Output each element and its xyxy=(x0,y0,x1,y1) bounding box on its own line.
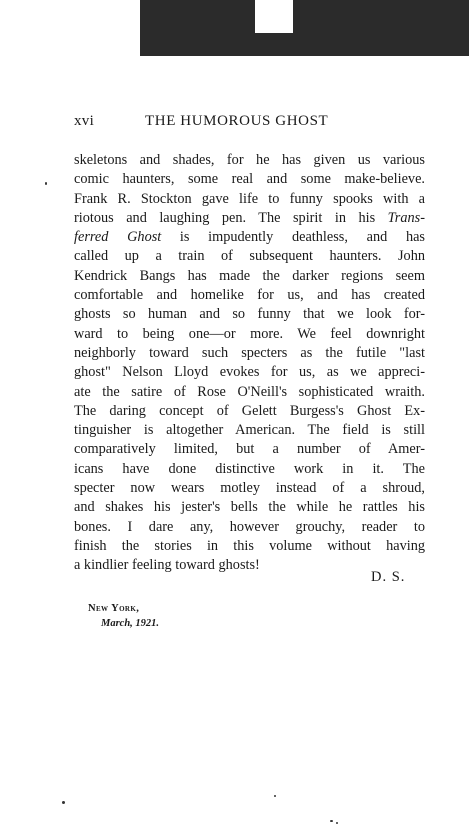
text-line: ghosts so human and so funny that we look for- xyxy=(74,306,425,323)
text-line: The daring concept of Gelett Burgess's Ghost Ex- xyxy=(74,402,425,419)
text-line: ate the satire of Rose O'Neill's sophisticated wraith. xyxy=(74,383,425,400)
text-line: called up a train of subsequent haunters. John xyxy=(74,248,425,265)
dateline-place: New York, xyxy=(88,603,140,614)
author-initials: D. S. xyxy=(371,569,406,585)
text-line: comfortable and homelike for us, and has created xyxy=(74,287,425,304)
book-title-italic: Trans- xyxy=(387,209,425,226)
page-number: xvi xyxy=(74,113,95,129)
text-line: finish the stories in this volume without having xyxy=(74,537,425,554)
text-line: riotous and laughing pen. The spirit in his Trans- xyxy=(74,209,425,226)
text-line: skeletons and shades, for he has given us various xyxy=(74,152,425,168)
text-line: comic haunters, some real and some make-believe. xyxy=(74,171,425,188)
scan-speck xyxy=(62,801,65,804)
dateline-date: March, 1921. xyxy=(101,618,160,629)
book-title: THE HUMOROUS GHOST xyxy=(145,113,329,129)
scan-speck xyxy=(45,182,47,185)
text-line: Frank R. Stockton gave life to funny spooks with a xyxy=(74,190,425,207)
text-line: neighborly toward such specters as the futile "last xyxy=(74,344,425,361)
book-title-italic: ferred Ghost xyxy=(74,229,162,246)
text-line: Kendrick Bangs has made the darker regions seem xyxy=(74,267,425,284)
scan-speck xyxy=(274,795,276,797)
dateline xyxy=(88,601,159,631)
text-line: comparatively limited, but a number of Amer- xyxy=(74,441,425,458)
scan-artifact-bar xyxy=(140,0,469,56)
text-line: tinguisher is altogether American. The field is still xyxy=(74,422,425,439)
text-line: icans have done distinctive work in it. The xyxy=(74,460,425,477)
text-line: ghost" Nelson Lloyd evokes for us, as we appreci- xyxy=(74,364,425,381)
text-line: bones. I dare any, however grouchy, reader to xyxy=(74,518,425,535)
text-line: specter now wears motley instead of a shroud, xyxy=(74,480,425,497)
body-paragraph xyxy=(74,151,425,576)
text-line: ferred Ghost is impudently deathless, and has xyxy=(74,229,425,246)
scan-speck xyxy=(330,820,333,822)
text-line: a kindlier feeling toward ghosts! xyxy=(74,557,260,574)
running-head xyxy=(74,113,374,133)
text-line: and shakes his jester's bells the while he rattles his xyxy=(74,499,425,516)
scan-speck xyxy=(336,822,338,824)
text-line: ward to being one—or more. We feel downright xyxy=(74,325,425,342)
scan-artifact-notch xyxy=(255,0,293,33)
